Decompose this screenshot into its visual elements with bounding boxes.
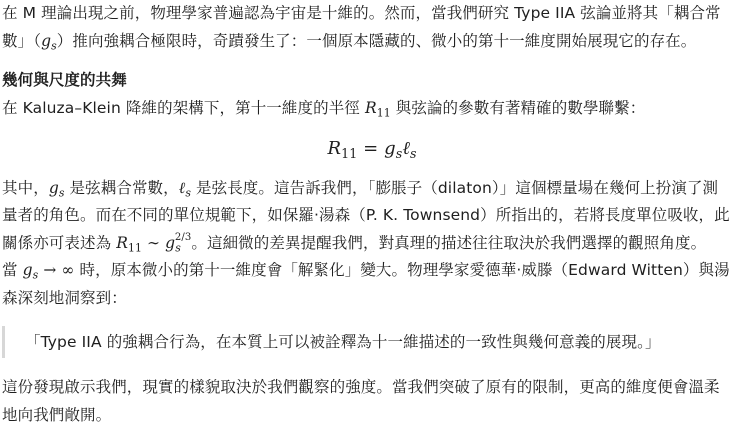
math-g-4: g — [23, 261, 33, 279]
para2-text-a: 其中， — [2, 179, 49, 197]
math-sub-s-2: s — [59, 186, 65, 199]
eq-g: g — [384, 138, 396, 159]
para2-text-d: 關係亦可表述為 — [2, 234, 116, 252]
eq-ell: ℓ — [402, 138, 410, 159]
para3-line-1 — [2, 257, 736, 285]
closing-line-1: 這份發現啟示我們，現實的樣貌取決於我們觀察的強度。當我們突破了原有的限制，更高的維度便會溫柔 — [2, 374, 736, 402]
para2-line-2: 量者的角色。而在不同的單位規範下，如保羅·湯森（P. K. Townsend）所指出的，若將長度單位吸收，此 — [2, 202, 736, 230]
blockquote-text: 「Type IIA 的強耦合行為，在本質上可以被詮釋為十一維描述的一致性與幾何意義的展現。」 — [25, 333, 661, 351]
closing-paragraph — [2, 374, 736, 429]
paragraph-2 — [2, 175, 736, 258]
intro-text-1: 在 M 理論出現之前，物理學家普遍認為宇宙是十維的。然而，當我們研究 Type IIA 弦論並將其「耦合常 — [2, 4, 721, 22]
math-arrow-infinity: → ∞ — [38, 261, 74, 279]
intro-text-2b: ）推向強耦合極限時，奇蹟發生了：一個原本隱藏的、微小的第十一維度開始展現它的存在。 — [57, 32, 697, 50]
para1-text-b: 與弦論的參數有著精確的數學聯繫： — [391, 99, 646, 117]
math-gs-power — [165, 234, 191, 252]
display-equation — [2, 123, 736, 175]
paragraph-1 — [2, 95, 736, 123]
math-sub-11-2: 11 — [128, 241, 142, 254]
math-sub-s-4: s — [175, 241, 181, 254]
eq-sub-s2: s — [410, 145, 417, 160]
document-body — [2, 0, 736, 429]
intro-text-2a: 數」（ — [2, 32, 41, 50]
para2-text-c: 是弦長度。這告訴我們，「膨脹子（dilaton）」這個標量場在幾何上扮演了測 — [191, 179, 718, 197]
para2-line-1 — [2, 175, 736, 203]
para3-text-a: 當 — [2, 261, 23, 279]
math-gs — [41, 32, 57, 50]
blockquote — [2, 326, 736, 358]
math-sub-11: 11 — [377, 106, 391, 119]
math-R: R — [365, 99, 377, 117]
math-g-2: g — [49, 179, 59, 197]
eq-sub-11: 11 — [341, 145, 357, 160]
math-exponent: 2/3 — [175, 232, 192, 243]
math-R11 — [365, 99, 391, 117]
closing-line-2: 地向我們敞開。 — [2, 402, 736, 429]
math-ls — [179, 179, 191, 197]
math-sub-s-3: s — [185, 186, 191, 199]
intro-line-2 — [2, 28, 736, 56]
intro-line-1 — [2, 0, 736, 28]
paragraph-3 — [2, 257, 736, 312]
math-ell: ℓ — [179, 179, 186, 197]
math-sub-s: s — [51, 39, 57, 52]
intro-paragraph — [2, 0, 736, 55]
math-gs-2 — [49, 179, 65, 197]
section-heading: 幾何與尺度的共舞 — [2, 65, 736, 95]
para2-line-3 — [2, 230, 736, 258]
math-sub-s-5: s — [33, 268, 39, 281]
math-g-3: g — [165, 234, 175, 252]
math-sim: ∼ — [142, 234, 165, 252]
math-R11-2 — [116, 234, 142, 252]
math-g: g — [41, 32, 51, 50]
eq-equals: = — [357, 138, 384, 159]
math-R-2: R — [116, 234, 128, 252]
eq-R: R — [327, 138, 341, 159]
para1-text-a: 在 Kaluza–Klein 降維的架構下，第十一維度的半徑 — [2, 99, 365, 117]
eq-sub-s: s — [396, 145, 403, 160]
para2-text-e: 。這細微的差異提醒我們，對真理的描述往往取決於我們選擇的觀照角度。 — [191, 234, 706, 252]
math-gs-3 — [23, 261, 39, 279]
para2-text-b: 是弦耦合常數， — [65, 179, 179, 197]
para3-line-2: 森深刻地洞察到： — [2, 285, 736, 313]
para3-text-b: 時，原本微小的第十一維度會「解緊化」變大。物理學家愛德華·威滕（Edward Witten）與湯 — [75, 261, 730, 279]
